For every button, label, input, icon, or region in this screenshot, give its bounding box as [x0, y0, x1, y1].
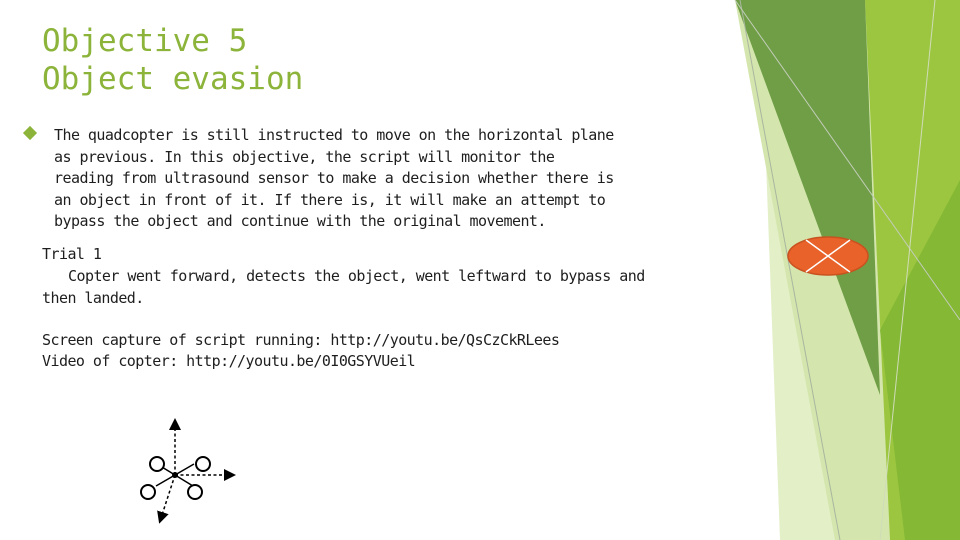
rotor: [141, 485, 155, 499]
title-line-1: Objective 5: [42, 23, 248, 59]
trial-description-line-2: then landed.: [42, 289, 144, 307]
bullet-paragraph: The quadcopter is still instructed to move on the horizontal plane as previous. In this objective, the script will monitor the reading from ultrasound sensor to make a decision whether there is an object in front of it. If there is, it will make an attempt to bypass the object and continue with the original movement.: [54, 126, 614, 231]
rotor: [188, 485, 202, 499]
copter-video-link-text[interactable]: Video of copter: http://youtu.be/0I0GSYVUeil: [42, 352, 416, 370]
obstacle-ellipse-icon: [786, 235, 870, 277]
slide-title: [42, 22, 303, 98]
video-links: [42, 330, 559, 372]
rotor: [150, 457, 164, 471]
trial-heading: Trial 1: [42, 245, 102, 263]
title-line-2: Object evasion: [42, 61, 304, 97]
rotor: [196, 457, 210, 471]
trial-description-line-1: Copter went forward, detects the object, went leftward to bypass and: [68, 267, 645, 285]
copter-center: [172, 472, 178, 478]
quadcopter-diagram-icon: [130, 418, 240, 524]
screen-capture-link-text[interactable]: Screen capture of script running: http://youtu.be/QsCzCkRLees: [42, 331, 560, 349]
trial-block: [42, 243, 662, 309]
